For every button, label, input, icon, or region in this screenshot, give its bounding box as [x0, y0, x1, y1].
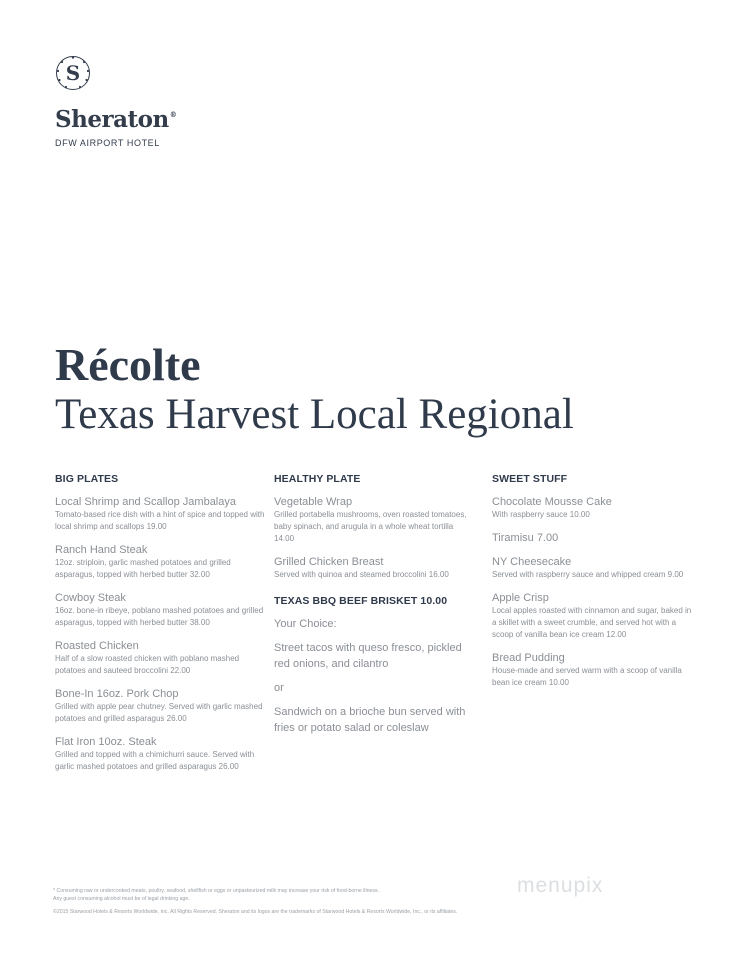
choice-label: Your Choice: — [274, 618, 337, 630]
brisket-option-tacos: Street tacos with queso fresco, pickled red onions, and cilantro — [274, 642, 462, 670]
menu-item — [492, 555, 692, 581]
section-heading: BIG PLATES — [55, 473, 119, 485]
section-heading: HEALTHY PLATE — [274, 473, 361, 485]
menu-item — [492, 651, 692, 689]
menu-item — [55, 591, 265, 629]
item-description: House-made and served warm with a scoop of vanilla bean ice cream 10.00 — [492, 666, 682, 687]
item-name: Tiramisu 7.00 — [492, 532, 559, 544]
menu-subtitle: Texas Harvest Local Regional — [55, 391, 574, 438]
item-name: Bread Pudding — [492, 652, 565, 664]
item-name: Local Shrimp and Scallop Jambalaya — [55, 496, 236, 508]
item-description: Served with raspberry sauce and whipped cream 9.00 — [492, 570, 684, 579]
menu-item — [55, 687, 265, 725]
menu-item — [55, 735, 265, 773]
sweet-stuff-section — [492, 473, 692, 699]
menu-item — [492, 495, 692, 521]
item-description: 12oz. striploin, garlic mashed potatoes and grilled asparagus, topped with herbed butter 32.00 — [55, 558, 231, 579]
menu-item — [55, 495, 265, 533]
menupix-watermark: menupix — [517, 874, 604, 897]
item-name: Grilled Chicken Breast — [274, 556, 384, 568]
footer-food-warning: * Consuming raw or undercooked meats, poultry, seafood, shellfish or eggs or unpasteurized milk may increase your risk of food-borne illness. — [53, 888, 380, 894]
choice-or: or — [274, 682, 284, 694]
menu-title: Récolte — [55, 339, 201, 390]
item-name: Flat Iron 10oz. Steak — [55, 736, 157, 748]
healthy-plate-section — [274, 473, 474, 745]
item-name: Chocolate Mousse Cake — [492, 496, 612, 508]
menu-item — [492, 531, 692, 545]
item-name: Apple Crisp — [492, 592, 549, 604]
item-name: Roasted Chicken — [55, 640, 139, 652]
big-plates-section — [55, 473, 265, 783]
svg-text:S: S — [65, 61, 81, 85]
menu-item — [55, 639, 265, 677]
item-name: Cowboy Steak — [55, 592, 126, 604]
item-name: Bone-In 16oz. Pork Chop — [55, 688, 179, 700]
item-name: Vegetable Wrap — [274, 496, 353, 508]
menu-item — [55, 543, 265, 581]
item-name: Ranch Hand Steak — [55, 544, 148, 556]
sheraton-seal-logo — [55, 55, 91, 91]
footer-alcohol-notice: Any guest consuming alcohol must be of legal drinking age. — [53, 896, 190, 902]
brisket-option-sandwich: Sandwich on a brioche bun served with fries or potato salad or coleslaw — [274, 706, 466, 734]
item-description: Half of a slow roasted chicken with poblano mashed potatoes and sauteed broccolini 22.00 — [55, 654, 240, 675]
item-description: Local apples roasted with cinnamon and sugar, baked in a skillet with a sweet crumble, and served hot with a scoop of vanilla bean ice cream 12.00 — [492, 606, 692, 639]
menu-item — [274, 495, 474, 545]
item-description: 16oz. bone-in ribeye, poblano mashed potatoes and grilled asparagus, topped with herbed butter 38.00 — [55, 606, 264, 627]
footer-copyright: ©2015 Starwood Hotels & Resorts Worldwide, Inc. All Rights Reserved. Sheraton and its logos are the trademarks of Starwood Hotels & Resorts Worldwide, Inc., or its affiliates. — [53, 909, 458, 915]
item-description: Tomato-based rice dish with a hint of spice and topped with local shrimp and scallops 19.00 — [55, 510, 265, 531]
item-description: Grilled and topped with a chimichurri sauce. Served with garlic mashed potatoes and grilled asparagus 26.00 — [55, 750, 255, 771]
menu-item — [492, 591, 692, 641]
item-description: Grilled portabella mushrooms, oven roasted tomatoes, baby spinach, and arugula in a whole wheat tortilla 14.00 — [274, 510, 467, 543]
item-description: With raspberry sauce 10.00 — [492, 510, 590, 519]
section-heading: SWEET STUFF — [492, 473, 568, 485]
item-name: NY Cheesecake — [492, 556, 572, 568]
item-description: Grilled with apple pear chutney. Served with garlic mashed potatoes and grilled asparagus 26.00 — [55, 702, 263, 723]
brisket-heading: TEXAS BBQ BEEF BRISKET 10.00 — [274, 595, 448, 607]
menu-item — [274, 555, 474, 581]
hotel-subtitle: DFW AIRPORT HOTEL — [55, 138, 160, 148]
brand-name: Sheraton® — [55, 106, 177, 133]
item-description: Served with quinoa and steamed broccolini 16.00 — [274, 570, 449, 579]
